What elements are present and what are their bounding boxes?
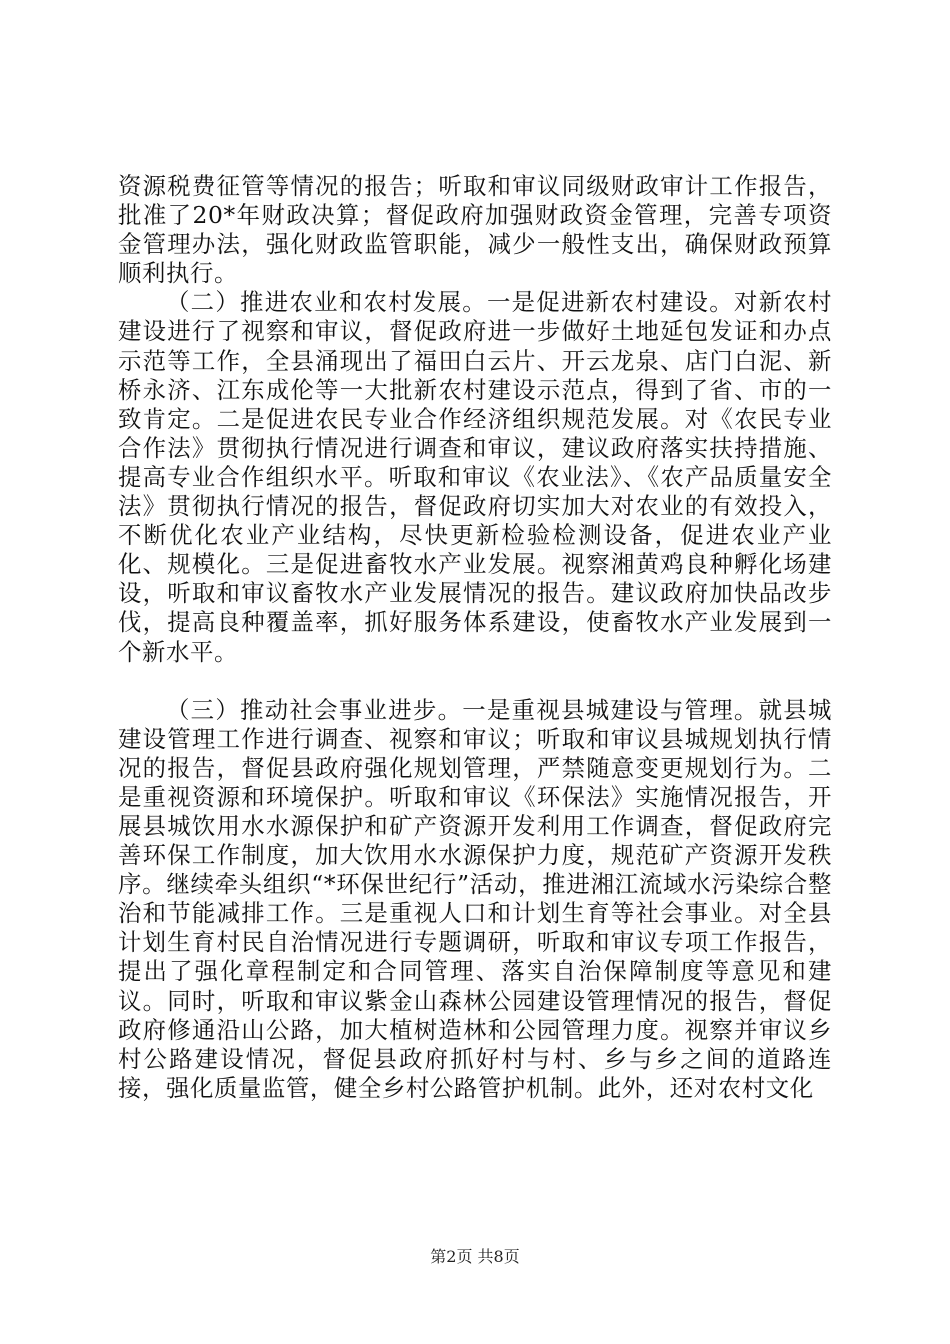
paragraph-continuation: 资源税费征管等情况的报告；听取和审议同级财政审计工作报告，批准了20*年财政决算；督促政府加强财政资金管理，完善专项资金管理办法，强化财政监管职能，减少一般性支出，确保财政预算顺利执行。 [118, 172, 832, 288]
paragraph-agriculture: （二）推进农业和农村发展。一是促进新农村建设。对新农村建设进行了视察和审议，督促政府进一步做好土地延包发证和办点示范等工作，全县涌现出了福田白云片、开云龙泉、店门白泥、新桥永济、江东成伦等一大批新农村建设示范点，得到了省、市的一致肯定。二是促进农民专业合作经济组织规范发展。对《农民专业合作法》贯彻执行情况进行调查和审议，建议政府落实扶持措施、提高专业合作组织水平。听取和审议《农业法》、《农产品质量安全法》贯彻执行情况的报告，督促政府切实加大对农业的有效投入，不断优化农业产业结构，尽快更新检验检测设备，促进农业产业化、规模化。三是促进畜牧水产业发展。视察湘黄鸡良种孵化场建设，听取和审议畜牧水产业发展情况的报告。建议政府加快品改步伐，提高良种覆盖率，抓好服务体系建设，使畜牧水产业发展到一个新水平。 [118, 288, 832, 666]
page-number-footer: 第2页 共8页 [430, 1247, 520, 1266]
document-body [118, 172, 832, 1103]
paragraph-social-affairs: （三）推动社会事业进步。一是重视县城建设与管理。就县城建设管理工作进行调查、视察和审议；听取和审议县城规划执行情况的报告，督促县政府强化规划管理，严禁随意变更规划行为。二是重视资源和环境保护。听取和审议《环保法》实施情况报告，开展县城饮用水水源保护和矿产资源开发利用工作调查，督促政府完善环保工作制度，加大饮用水水源保护力度，规范矿产资源开发秩序。继续牵头组织“*环保世纪行”活动，推进湘江流域水污染综合整治和节能减排工作。三是重视人口和计划生育等社会事业。对全县计划生育村民自治情况进行专题调研，听取和审议专项工作报告，提出了强化章程制定和合同管理、落实自治保障制度等意见和建议。同时，听取和审议紫金山森林公园建设管理情况的报告，督促政府修通沿山公路，加大植树造林和公园管理力度。视察并审议乡村公路建设情况，督促县政府抓好村与村、乡与乡之间的道路连接，强化质量监管，健全乡村公路管护机制。此外，还对农村文化 [118, 695, 832, 1102]
